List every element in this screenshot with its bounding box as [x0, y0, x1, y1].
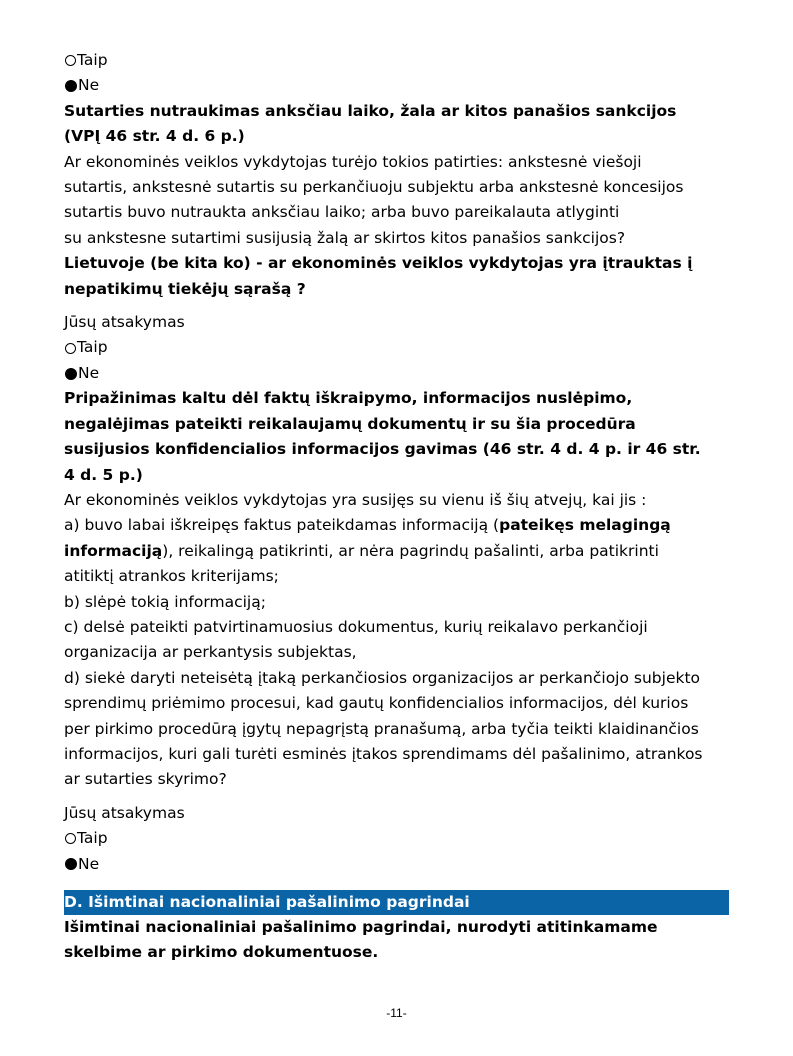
q3-item-a-text: a) buvo labai iškreipęs faktus pateikdamas informaciją ( [64, 516, 500, 535]
option-label: Ne [78, 363, 100, 382]
option-label: Taip [77, 338, 108, 357]
radio-filled-icon [65, 80, 77, 92]
option-label: Ne [78, 854, 100, 873]
radio-empty-icon [65, 343, 76, 354]
option-label: Taip [77, 51, 108, 69]
q3-item-a-cont [64, 539, 729, 564]
q2-title: Sutarties nutraukimas anksčiau laiko, žala ar kitos panašios sankcijos [64, 101, 677, 120]
option-label: Taip [77, 829, 108, 848]
q2-bold-question: Lietuvoje (be kita ko) - ar ekonominės veiklos vykdytojas yra įtrauktas į [64, 254, 693, 273]
q3-intro: Ar ekonominės veiklos vykdytojas yra susijęs su vienu iš šių atvejų, kai jis : [64, 490, 647, 509]
q3-option-yes[interactable] [64, 826, 729, 851]
radio-filled-icon [65, 858, 77, 870]
q3-item-d: d) siekė daryti neteisėtą įtaką perkančiosios organizacijos ar perkančiojo subjekto [64, 668, 701, 687]
page-number: -11- [386, 1006, 407, 1020]
q3-item-c: c) delsė pateikti patvirtinamuosius dokumentus, kurių reikalavo perkančioji [64, 617, 648, 636]
q2-option-yes[interactable] [64, 335, 729, 360]
q2-answer-label: Jūsų atsakymas [64, 313, 185, 332]
q3-answer-label: Jūsų atsakymas [64, 803, 185, 822]
radio-filled-icon [65, 368, 77, 380]
option-label: Ne [78, 76, 100, 95]
q2-title-ref: (VPĮ 46 str. 4 d. 6 p.) [64, 127, 245, 146]
section-d-text: skelbime ar pirkimo dokumentuose. [64, 943, 379, 962]
q3-item-b: b) slėpė tokią informaciją; [64, 592, 266, 611]
q1-option-no[interactable] [64, 73, 729, 98]
q3-title: Pripažinimas kaltu dėl faktų iškraipymo, informacijos nuslėpimo, [64, 389, 633, 408]
q3-title: negalėjimas pateikti reikalaujamų dokumentų ir su šia procedūra [64, 414, 636, 433]
q2-text-line: sutartis buvo nutraukta anksčiau laiko; arba buvo pareikalauta atlyginti [64, 203, 620, 222]
q3-item-a [64, 513, 729, 538]
q2-text-line: su ankstesne sutartimi susijusią žalą ar skirtos kitos panašios sankcijos? [64, 228, 626, 247]
q3-item-a-text: ), reikalingą patikrinti, ar nėra pagrindų pašalinti, arba patikrinti [162, 541, 659, 560]
q3-title: susijusios konfidencialios informacijos gavimas (46 str. 4 d. 4 p. ir 46 str. [64, 440, 701, 459]
q2-bold-question: nepatikimų tiekėjų sąrašą ? [64, 279, 306, 298]
q3-item-a-end: atitiktį atrankos kriterijams; [64, 567, 279, 586]
radio-empty-icon [65, 833, 76, 844]
q3-item-d: sprendimų priėmimo procesui, kad gautų konfidencialios informacijos, dėl kurios [64, 694, 689, 713]
radio-empty-icon [65, 55, 76, 66]
document-page [64, 48, 729, 966]
q3-item-a-bold: informaciją [64, 541, 163, 560]
q3-item-c: organizacija ar perkantysis subjektas, [64, 643, 357, 662]
q3-item-d: ar sutarties skyrimo? [64, 770, 227, 789]
q3-title: 4 d. 5 p.) [64, 465, 143, 484]
q2-text-line: Ar ekonominės veiklos vykdytojas turėjo tokios patirties: ankstesnė viešoji [64, 152, 642, 171]
q3-item-a-bold: pateikęs melagingą [499, 516, 671, 535]
q2-text-line: sutartis, ankstesnė sutartis su perkančiuoju subjektu arba ankstesnė koncesijos [64, 178, 684, 197]
section-d-header: D. Išimtinai nacionaliniai pašalinimo pagrindai [64, 890, 729, 915]
q3-option-no[interactable] [64, 852, 729, 877]
q3-item-d: informacijos, kuri gali turėti esminės įtakos sprendimams dėl pašalinimo, atrankos [64, 744, 703, 763]
q3-item-d: per pirkimo procedūrą įgytų nepagrįstą pranašumą, arba tyčia teikti klaidinančios [64, 719, 699, 738]
section-d-text: Išimtinai nacionaliniai pašalinimo pagrindai, nurodyti atitinkamame [64, 918, 658, 936]
q1-option-yes[interactable] [64, 48, 729, 73]
q2-option-no[interactable] [64, 361, 729, 386]
